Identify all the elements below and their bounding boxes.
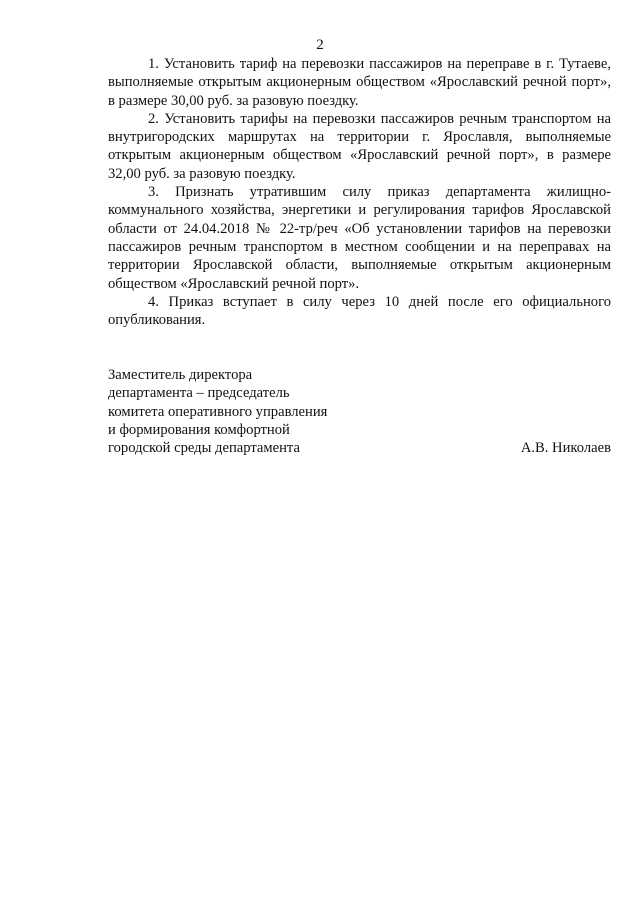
signatory-title-line-2: департамента – председатель <box>108 385 290 402</box>
signatory-name: А.В. Николаев <box>520 440 611 457</box>
signatory-title-line-4: и формирования комфортной <box>108 421 290 438</box>
signatory-final-row <box>108 439 611 457</box>
paragraph-4: 4. Приказ вступает в силу через 10 дней после его официального опубликования. <box>108 293 611 329</box>
signatory-title-line-1: Заместитель директора <box>108 367 253 383</box>
page-number: 2 <box>316 37 324 53</box>
signature-block <box>108 366 611 457</box>
order-body <box>108 55 611 329</box>
paragraph-1: 1. Установить тариф на перевозки пассажиров на переправе в г. Тутаеве, выполняемые открытым акционерным обществом «Ярославский речной порт», в размере 30,00 руб. за разовую поездку. <box>108 56 611 109</box>
signatory-title-line-3: комитета оперативного управления <box>108 403 328 420</box>
paragraph-3: 3. Признать утратившим силу приказ департамента жилищно-коммунального хозяйства, энергетики и регулирования тарифов Ярославской области от 24.04.2018 № 22-тр/реч «Об установлении тарифов на перевозки пассажиров речным транспортом в местном сообщении и на переправах на территории Ярославской области, выполняемые открытым акционерным обществом «Ярославский речной порт». <box>108 184 611 292</box>
paragraph-2: 2. Установить тарифы на перевозки пассажиров речным транспортом на внутригородских маршрутах на территории г. Ярославля, выполняемые открытым акционерным обществом «Ярославский речной порт», в размере 32,00 руб. за разовую поездку. <box>108 110 611 182</box>
signatory-title-line-5: городской среды департамента <box>108 440 300 457</box>
